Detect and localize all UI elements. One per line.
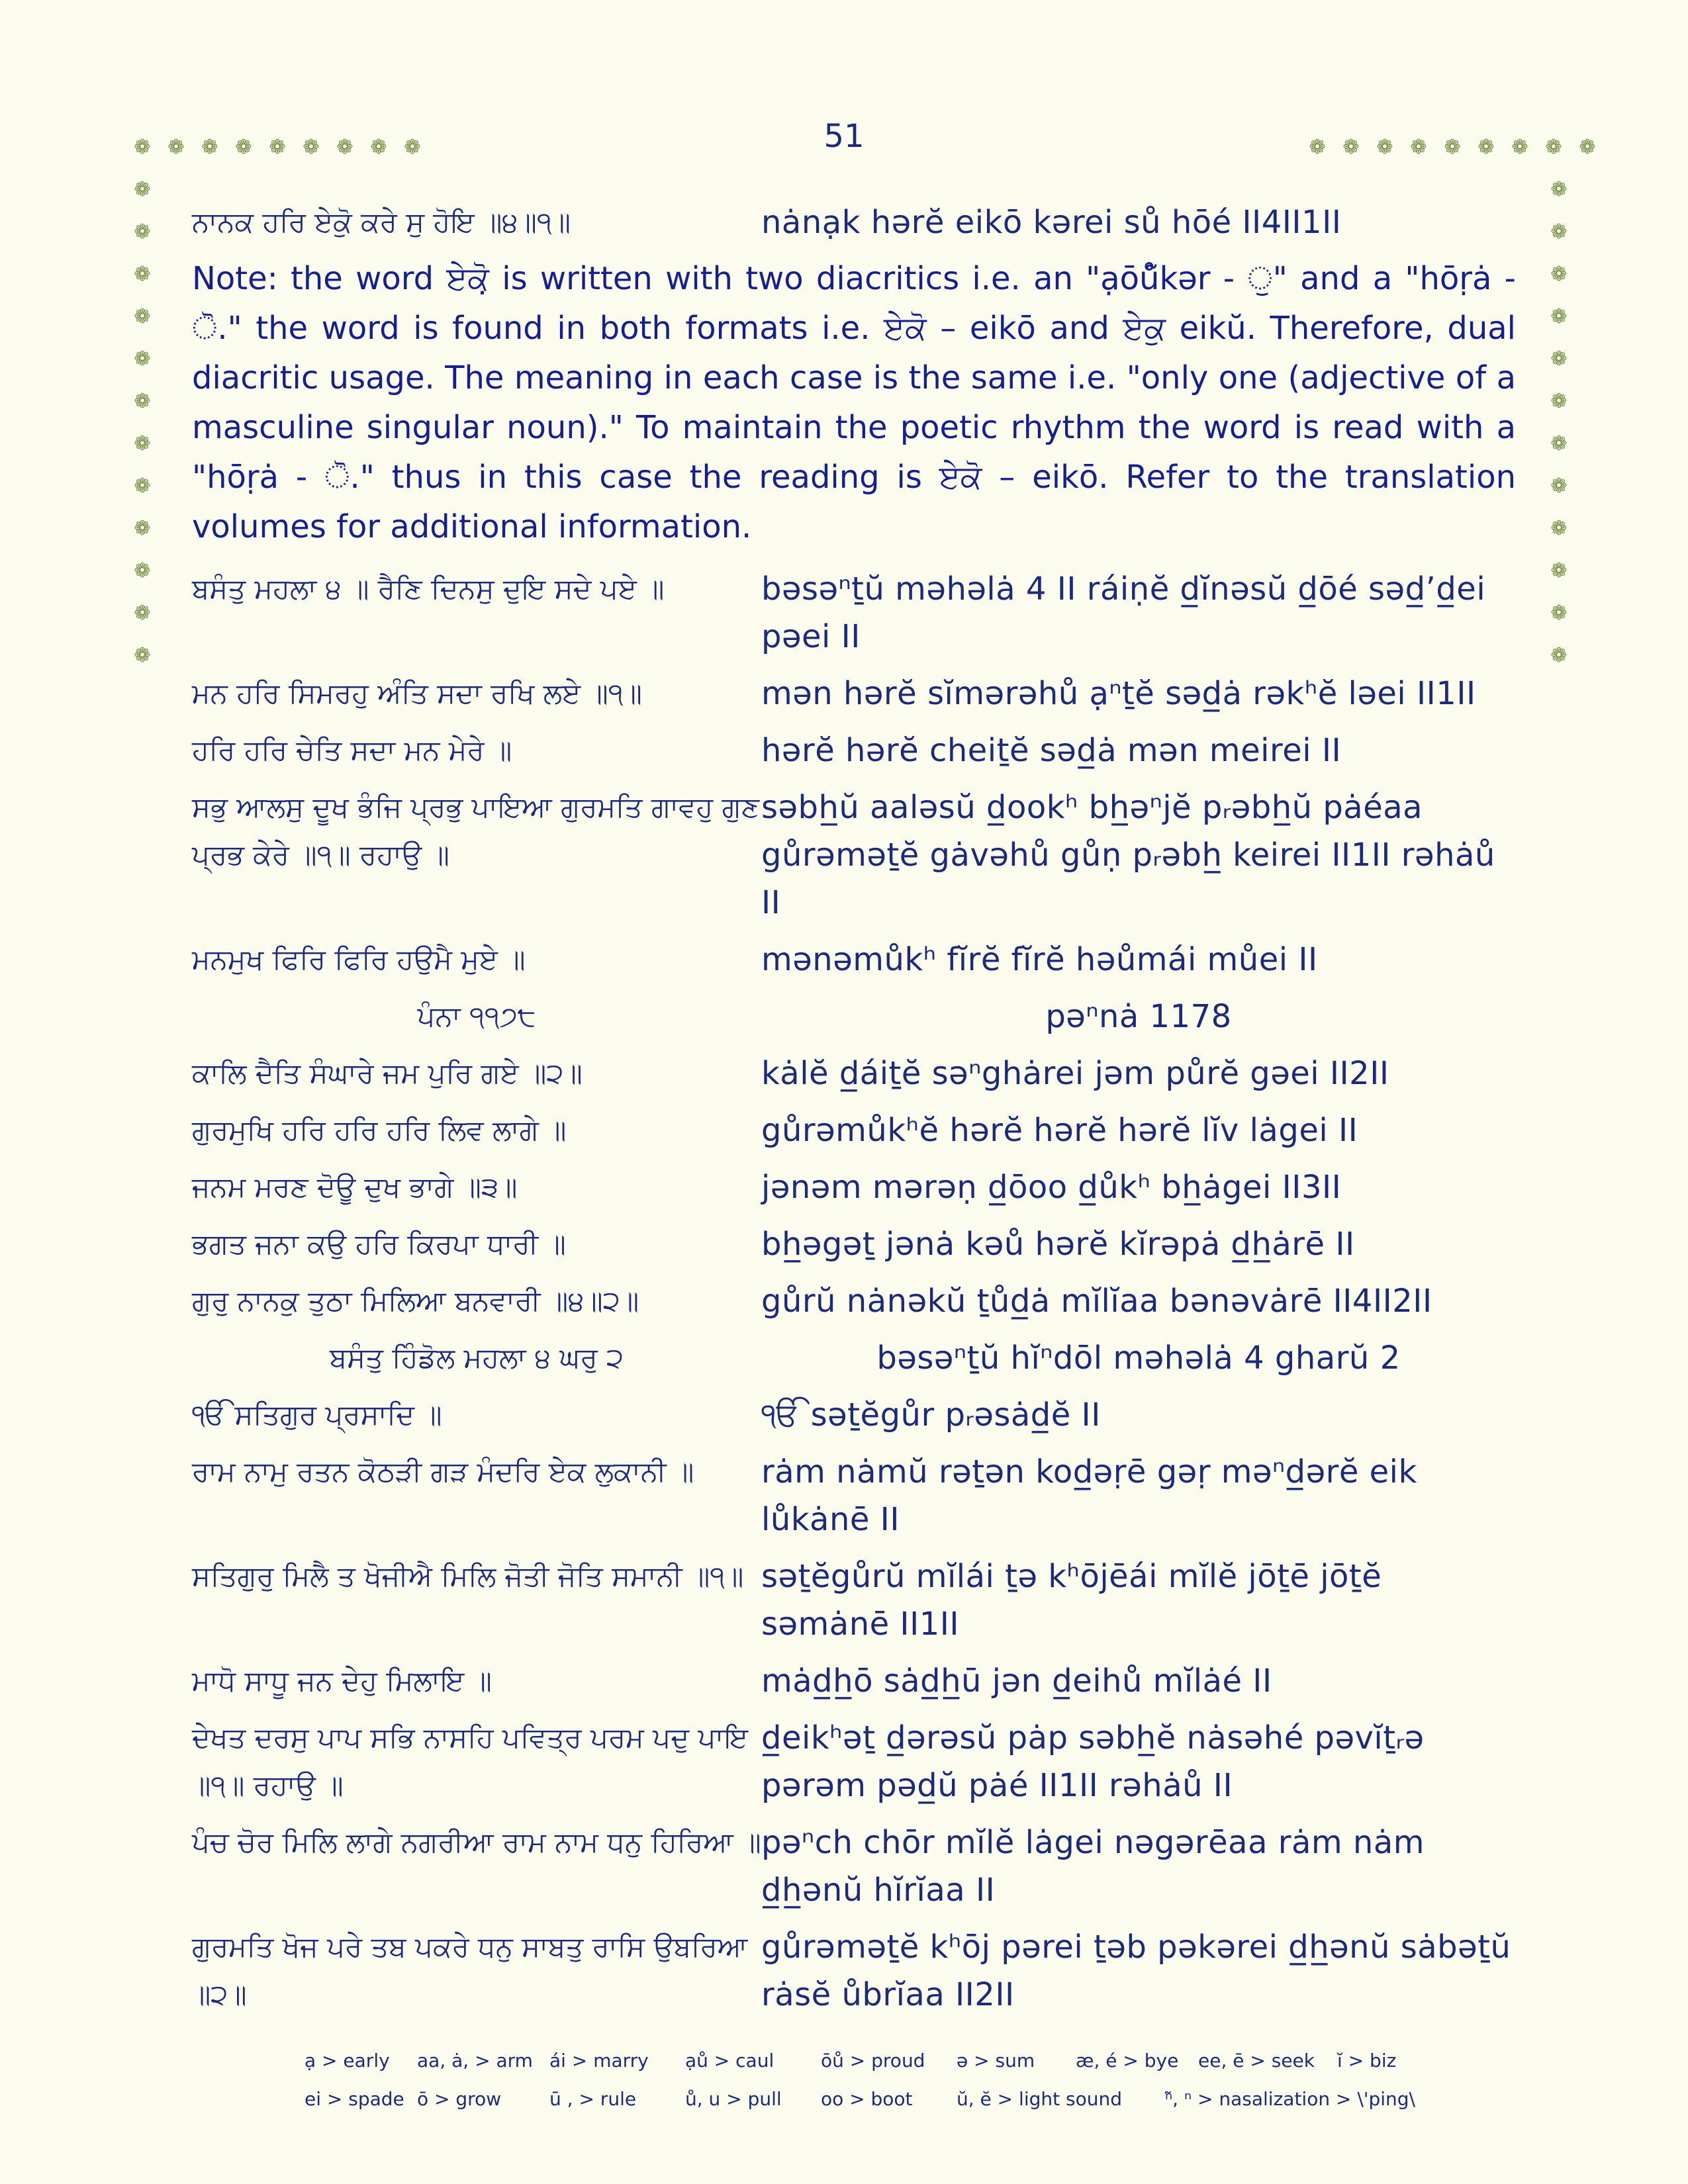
- gurmukhi-line: ੴ ਸਤਿਗੁਰ ਪ੍ਰਸਾਦਿ ॥: [192, 1398, 442, 1431]
- gurmukhi-line: ਮਾਧੋ ਸਾਧੂ ਜਨ ਦੇਹੁ ਮਿਲਾਇ ॥: [192, 1664, 492, 1697]
- transliteration-line: bəsəⁿṯŭ hĭⁿdōl məhəlȧ 4 gharŭ 2: [876, 1340, 1401, 1377]
- flower-ornament-icon: ❁: [336, 136, 353, 159]
- gurmukhi-line: ਭਗਤ ਜਨਾ ਕਉ ਹਰਿ ਕਿਰਪਾ ਧਾਰੀ ॥: [192, 1228, 566, 1260]
- transliteration-line: pəⁿch chōr mĭlĕ lȧgei nəgərēaa rȧm nȧm d̲h̲ənŭ hĭrĭaa II: [761, 1824, 1425, 1909]
- transliteration-line: bəsəⁿṯŭ məhəlȧ 4 II ráiṇĕ d̲ĭnəsŭ d̲ōé səd̲ʼd̲ei pəei II: [761, 570, 1486, 655]
- flower-ornament-icon: ❁: [134, 263, 151, 286]
- gurmukhi-line: ਸਤਿਗੁਰੁ ਮਿਲੈ ਤ ਖੋਜੀਐ ਮਿਲਿ ਜੋਤੀ ਜੋਤਿ ਸਮਾਨੀ ॥੧॥: [192, 1560, 744, 1592]
- gurmukhi-line: ਜਨਮ ਮਰਣ ਦੋਊ ਦੁਖ ਭਾਗੇ ॥੩॥: [192, 1171, 518, 1203]
- flower-ornament-icon: ❁: [1550, 644, 1568, 667]
- transliteration-line: gůrəmůkʰĕ hərĕ hərĕ hərĕ lĭv lȧgei II: [761, 1112, 1358, 1149]
- verse-row: [192, 1553, 1516, 1648]
- transliteration-line: səṯĕgůrŭ mĭlái ṯə kʰōjēái mĭlĕ jōṯē jōṯĕ səmȧnē II1II: [761, 1558, 1382, 1643]
- flower-ornament-icon: ❁: [1550, 263, 1568, 286]
- verse-row: [192, 727, 1516, 774]
- gurmukhi-line: ਗੁਰਮਤਿ ਖੋਜ ਪਰੇ ਤਬ ਪਕਰੇ ਧਨੁ ਸਾਬਤੁ ਰਾਸਿ ਉਬਰਿਆ ॥੨॥: [192, 1931, 748, 2011]
- flower-ornament-icon: ❁: [1444, 136, 1461, 159]
- flower-ornament-icon: ❁: [134, 305, 151, 328]
- flower-ornament-icon: ❁: [134, 136, 151, 159]
- flower-ornament-icon: ❁: [134, 347, 151, 371]
- gurmukhi-line: ਪੰਚ ਚੋਰ ਮਿਲਿ ਲਾਗੇ ਨਗਰੀਆ ਰਾਮ ਨਾਮ ਧਨੁ ਹਿਰਿਆ ॥: [192, 1826, 761, 1858]
- transliteration-line: nȧnạk hərĕ eikō kərei sů hōé II4II1II: [761, 204, 1342, 241]
- verse-row: [192, 1448, 1516, 1543]
- verse-row: [192, 1657, 1516, 1705]
- gurmukhi-line: ਗੁਰੁ ਨਾਨਕੁ ਤੁਠਾ ਮਿਲਿਆ ਬਨਵਾਰੀ ॥੪॥੨॥: [192, 1285, 639, 1317]
- gurmukhi-line: ਹਰਿ ਹਰਿ ਚੇਤਿ ਸਦਾ ਮਨ ਮੇਰੇ ॥: [192, 734, 512, 766]
- legend-row: [305, 2080, 1496, 2118]
- gurmukhi-line: ਬਸੰਤੁ ਹਿੰਡੋਲ ਮਹਲਾ ੪ ਘਰੁ ੨: [329, 1342, 624, 1374]
- flower-ornament-icon: ❁: [134, 517, 151, 540]
- section-heading-row: [192, 1334, 1516, 1382]
- flower-ornament-icon: ❁: [134, 475, 151, 498]
- verse-row: [192, 1107, 1516, 1154]
- flower-ornament-icon: ❁: [1550, 602, 1568, 625]
- legend-item: ee, ē > seek: [1198, 2050, 1315, 2071]
- transliteration-line: kȧlĕ d̲áiṯĕ səⁿghȧrei jəm půrĕ gəei II2II: [761, 1055, 1389, 1092]
- gurmukhi-line: ਪੰਨਾ ੧੧੭੮: [417, 1000, 536, 1032]
- page-number: 51: [823, 118, 865, 155]
- legend-item: ōů > proud: [821, 2050, 925, 2071]
- gurmukhi-line: ਕਾਲਿ ਦੈਤਿ ਸੰਘਾਰੇ ਜਮ ਪੁਰਿ ਗਏ ॥੨॥: [192, 1057, 583, 1089]
- transliteration-line: rȧm nȧmŭ rəṯən kod̲əṛē gəṛ məⁿd̲ərĕ eik lůkȧnē II: [761, 1453, 1417, 1538]
- verse-row: [192, 1050, 1516, 1097]
- flower-ornament-icon: ❁: [404, 136, 421, 159]
- transliteration-line: gůrəməṯĕ kʰōj pərei ṯəb pəkərei d̲h̲ənŭ sȧbəṯŭ rȧsĕ ůbrĭaa II2II: [761, 1929, 1511, 2013]
- flower-ornament-icon: ❁: [1550, 390, 1568, 413]
- transliteration-line: hərĕ hərĕ cheiṯĕ səd̲ȧ mən meirei II: [761, 732, 1342, 769]
- flower-ornament-icon: ❁: [235, 136, 252, 159]
- verse-row: [192, 784, 1516, 927]
- flower-ornament-icon: ❁: [1511, 136, 1528, 159]
- flower-ornament-icon: ❁: [134, 390, 151, 413]
- note-paragraph: Note: the word ਏਕੋ̣ is written with two diacritics i.e. an "ạōů̃kər - ੁ" and a "hōṛȧ - ੋ." the word is found in both formats i.e. ਏਕੋ – eikō and ਏਕੁ eikŭ. Therefore, dual diacritic usage. The meaning in each case is the same i.e. "only one (adjective of a masculine singular noun)." To maintain the poetic rhythm the word is read with a "hōṛȧ - ੋ." thus in this case the reading is ਏਕੋ – eikō. Refer to the translation volumes for additional information.: [192, 260, 1516, 545]
- flower-ornament-icon: ❁: [134, 432, 151, 455]
- gurmukhi-line: ਮਨ ਹਰਿ ਸਿਮਰਹੁ ਅੰਤਿ ਸਦਾ ਰਖਿ ਲਏ ॥੧॥: [192, 677, 642, 709]
- legend-row: [305, 2042, 1496, 2080]
- verse-row: [192, 565, 1516, 660]
- transliteration-line: d̲eikʰəṯ d̲ərəsŭ pȧp səbh̲ĕ nȧsəhé pəvĭṯᵣə pərəm pəd̲ŭ pȧé II1II rəhȧů II: [761, 1719, 1425, 1804]
- flower-ornament-icon: ❁: [1579, 136, 1596, 159]
- transliteration-line: mən hərĕ sĭmərəhů ạⁿṯĕ səd̲ȧ rəkʰĕ ləei II1II: [761, 675, 1476, 712]
- flower-ornament-icon: ❁: [134, 644, 151, 667]
- flower-ornament-icon: ❁: [1550, 305, 1568, 328]
- transliteration-line: pəⁿnȧ 1178: [1045, 998, 1232, 1035]
- flower-ornament-icon: ❁: [1342, 136, 1360, 159]
- flower-ornament-icon: ❁: [303, 136, 320, 159]
- verse-list: [192, 565, 1516, 2019]
- flower-ornament-icon: ❁: [134, 220, 151, 244]
- flower-ornament-icon: ❁: [370, 136, 387, 159]
- legend-item: ⁿ̃, ⁿ > nasalization > \'ping\: [1165, 2088, 1415, 2110]
- gurmukhi-line: ਨਾਨਕ ਹਰਿ ਏਕੋੁ ਕਰੇ ਸੁ ਹੋਇ ॥੪॥੧॥: [192, 206, 571, 238]
- flower-ornament-icon: ❁: [1550, 220, 1568, 244]
- flower-ornament-icon: ❁: [269, 136, 286, 159]
- flower-ornament-icon: ❁: [1550, 347, 1568, 371]
- pronunciation-legend: [305, 2042, 1496, 2118]
- flower-ornament-icon: ❁: [167, 136, 185, 159]
- flower-ornament-icon: ❁: [134, 178, 151, 201]
- flower-ornament-icon: ❁: [1550, 475, 1568, 498]
- legend-item: aa, ȧ, > arm: [417, 2050, 533, 2071]
- transliteration-line: bh̲əgəṯ jənȧ kəů hərĕ kĭrəpȧ d̲h̲ȧrē II: [761, 1226, 1355, 1263]
- legend-item: ei > spade: [305, 2088, 404, 2110]
- transliteration-line: gůrŭ nȧnəkŭ ṯůd̲ȧ mĭlĭaa bənəvȧrē II4II2II: [761, 1283, 1432, 1320]
- gurmukhi-line: ਸਭੁ ਆਲਸੁ ਦੂਖ ਭੰਜਿ ਪ੍ਰਭੁ ਪਾਇਆ ਗੁਰਮਤਿ ਗਾਵਹੁ ਗੁਣ ਪ੍ਰਭ ਕੇਰੇ ॥੧॥ ਰਹਾਉ ॥: [192, 791, 760, 871]
- gurmukhi-line: ਬਸੰਤੁ ਮਹਲਾ ੪ ॥ ਰੈਣਿ ਦਿਨਸੁ ਦੁਇ ਸਦੇ ਪਏ ॥: [192, 572, 665, 605]
- legend-item: ái > marry: [549, 2050, 649, 2071]
- page-content: [192, 199, 1516, 2028]
- flower-ornament-icon: ❁: [1550, 178, 1568, 201]
- verse-row: [192, 1163, 1516, 1211]
- transliteration-line: səbh̲ŭ aaləsŭ d̲ookʰ bh̲əⁿjĕ pᵣəbh̲ŭ pȧéaa gůrəməṯĕ gȧvəhů gůṇ pᵣəbh̲ keirei II1II rəhȧů II: [761, 789, 1495, 921]
- legend-item: æ, é > bye: [1076, 2050, 1179, 2071]
- legend-item: ŭ, ĕ > light sound: [957, 2088, 1122, 2110]
- flower-ornament-icon: ❁: [1309, 136, 1326, 159]
- transliteration-line: ੴ səṯĕgůr pᵣəsȧd̲ĕ II: [761, 1396, 1101, 1433]
- transliteration-line: mȧd̲h̲ō sȧd̲h̲ū jən d̲eihů mĭlȧé II: [761, 1662, 1272, 1700]
- section-heading-row: [192, 993, 1516, 1040]
- verse-row: [192, 1391, 1516, 1439]
- flower-ornament-icon: ❁: [1376, 136, 1393, 159]
- transliteration-line: jənəm mərəṇ d̲ōoo d̲ůkʰ bh̲ȧgei II3II: [761, 1169, 1342, 1206]
- flower-ornament-icon: ❁: [1550, 432, 1568, 455]
- gurmukhi-line: ਰਾਮ ਨਾਮੁ ਰਤਨ ਕੋਠੜੀ ਗੜ ਮੰਦਰਿ ਏਕ ਲੁਕਾਨੀ ॥: [192, 1455, 694, 1488]
- flower-ornament-icon: ❁: [134, 602, 151, 625]
- flower-ornament-icon: ❁: [1550, 517, 1568, 540]
- legend-item: ə > sum: [957, 2050, 1035, 2071]
- flower-ornament-icon: ❁: [134, 559, 151, 582]
- gurmukhi-line: ਮਨਮੁਖ ਫਿਰਿ ਫਿਰਿ ਹਉਮੈ ਮੁਏ ॥: [192, 943, 526, 976]
- verse-row: [192, 199, 1516, 246]
- flower-ornament-icon: ❁: [1550, 559, 1568, 582]
- legend-item: ō > grow: [417, 2088, 502, 2110]
- verse-row: [192, 1277, 1516, 1325]
- legend-item: ạů > caul: [685, 2050, 774, 2071]
- flower-ornament-icon: ❁: [1545, 136, 1562, 159]
- verse-row: [192, 1923, 1516, 2019]
- verse-row: [192, 1714, 1516, 1809]
- flower-ornament-icon: ❁: [1477, 136, 1495, 159]
- verse-row: [192, 1819, 1516, 1914]
- legend-item: ů, u > pull: [685, 2088, 782, 2110]
- gurmukhi-line: ਦੇਖਤ ਦਰਸੁ ਪਾਪ ਸਭਿ ਨਾਸਹਿ ਪਵਿਤ੍ਰ ਪਰਮ ਪਦੁ ਪਾਇ ॥੧॥ ਰਹਾਉ ॥: [192, 1721, 748, 1801]
- legend-item: ĭ > biz: [1337, 2050, 1397, 2071]
- verse-row: [192, 1220, 1516, 1268]
- flower-ornament-icon: ❁: [1410, 136, 1427, 159]
- gurmukhi-line: ਗੁਰਮੁਖਿ ਹਰਿ ਹਰਿ ਹਰਿ ਲਿਵ ਲਾਗੇ ॥: [192, 1114, 567, 1146]
- transliteration-line: mənəmůkʰ fĭrĕ fĭrĕ həůmái můei II: [761, 941, 1318, 978]
- flower-ornament-icon: ❁: [201, 136, 218, 159]
- verse-row: [192, 670, 1516, 717]
- legend-item: ạ > early: [305, 2050, 390, 2071]
- legend-item: oo > boot: [821, 2088, 913, 2110]
- verse-row: [192, 936, 1516, 983]
- legend-item: ū , > rule: [549, 2088, 637, 2110]
